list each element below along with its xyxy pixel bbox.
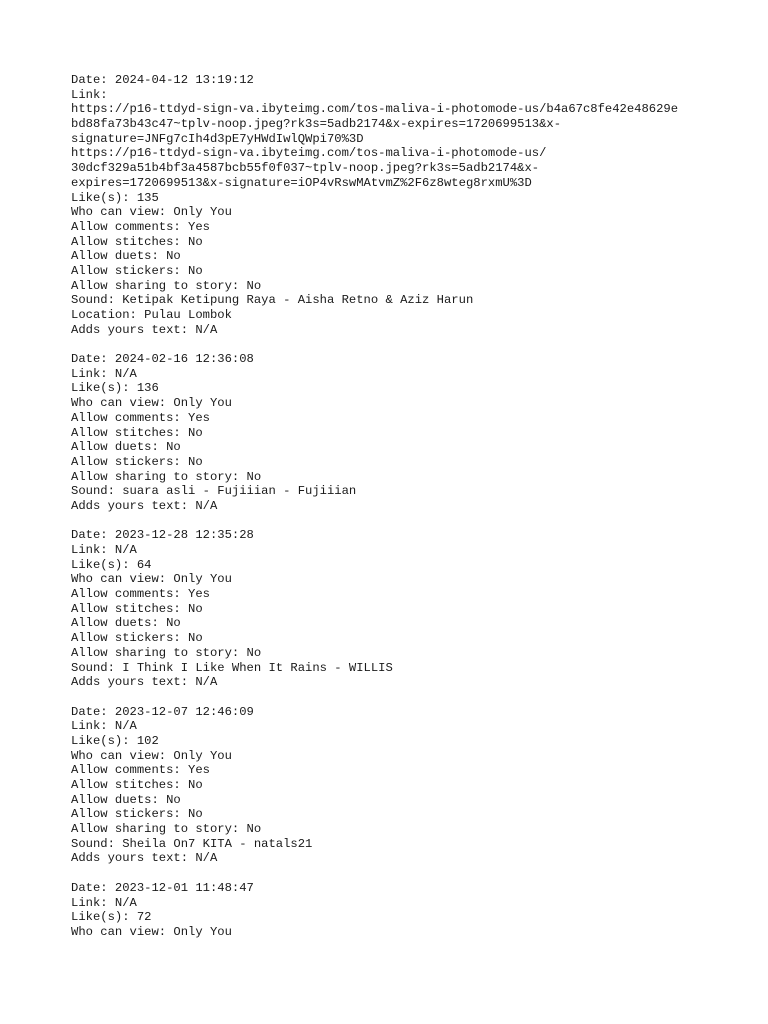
record-line: Like(s): 64 (71, 557, 152, 572)
record-line: Allow stickers: No (71, 454, 203, 469)
record-line: Who can view: Only You (71, 205, 232, 220)
record-line: Who can view: Only You (71, 572, 232, 587)
record-line: Like(s): 135 (71, 190, 159, 205)
record-line: Allow stitches: No (71, 601, 203, 616)
record-line: Link: (71, 87, 108, 102)
record-line: Who can view: Only You (71, 924, 232, 939)
record-line: Allow duets: No (71, 440, 181, 455)
record-line: Date: 2024-02-16 12:36:08 (71, 352, 254, 367)
record-line: Like(s): 136 (71, 381, 159, 396)
record-line: Link: N/A (71, 895, 137, 910)
record-line: Like(s): 102 (71, 733, 159, 748)
record-line: Allow stickers: No (71, 631, 203, 646)
record-line: bd88fa73b43c47~tplv-noop.jpeg?rk3s=5adb2174&x-expires=1720699513&x- (71, 117, 562, 132)
record-line: Allow stitches: No (71, 234, 203, 249)
record-line: Sound: I Think I Like When It Rains - WILLIS (71, 660, 393, 675)
post-record (71, 705, 711, 867)
record-line: Link: N/A (71, 719, 137, 734)
record-line: Allow stickers: No (71, 807, 203, 822)
record-line: Allow stickers: No (71, 263, 203, 278)
record-line: Date: 2023-12-01 11:48:47 (71, 880, 254, 895)
record-line: Link: N/A (71, 366, 137, 381)
post-record (71, 73, 711, 337)
record-line: Adds yours text: N/A (71, 498, 218, 513)
record-line: Adds yours text: N/A (71, 851, 218, 866)
record-line: Allow comments: Yes (71, 587, 210, 602)
record-line: Allow sharing to story: No (71, 278, 262, 293)
record-line: signature=JNFg7cIh4d3pE7yHWdIwlQWpi70%3D (71, 131, 364, 146)
record-line: https://p16-ttdyd-sign-va.ibyteimg.com/tos-maliva-i-photomode-us/ (71, 146, 547, 161)
record-line: Allow sharing to story: No (71, 822, 262, 837)
record-line: Allow duets: No (71, 249, 181, 264)
record-line: Like(s): 72 (71, 910, 152, 925)
record-line: 30dcf329a51b4bf3a4587bcb55f0f037~tplv-noop.jpeg?rk3s=5adb2174&x- (71, 161, 540, 176)
record-line: Allow sharing to story: No (71, 645, 262, 660)
record-line: Sound: Ketipak Ketipung Raya - Aisha Retno & Aziz Harun (71, 293, 474, 308)
record-line: Who can view: Only You (71, 396, 232, 411)
record-line: Sound: Sheila On7 KITA - natals21 (71, 836, 313, 851)
record-line: Sound: suara asli - Fujiiian - Fujiiian (71, 484, 357, 499)
record-line: Date: 2023-12-07 12:46:09 (71, 704, 254, 719)
record-line: Allow stitches: No (71, 778, 203, 792)
record-line: Allow comments: Yes (71, 763, 210, 778)
record-line: Link: N/A (71, 543, 137, 557)
record-line: expires=1720699513&x-signature=iOP4vRswMAtvmZ%2F6z8wteg8rxmU%3D (71, 175, 532, 190)
record-line: Allow sharing to story: No (71, 469, 262, 484)
document-page (71, 73, 711, 940)
post-record (71, 881, 711, 940)
record-line: Allow comments: Yes (71, 410, 210, 425)
record-line: Location: Pulau Lombok (71, 308, 232, 322)
post-record (71, 352, 711, 514)
post-record (71, 528, 711, 690)
record-line: Allow duets: No (71, 792, 181, 807)
record-line: Adds yours text: N/A (71, 322, 218, 337)
record-line: https://p16-ttdyd-sign-va.ibyteimg.com/tos-maliva-i-photomode-us/b4a67c8fe42e48629e (71, 102, 679, 117)
record-line: Adds yours text: N/A (71, 675, 218, 690)
record-line: Allow stitches: No (71, 425, 203, 440)
record-line: Allow duets: No (71, 616, 181, 631)
record-line: Allow comments: Yes (71, 219, 210, 234)
record-line: Date: 2024-04-12 13:19:12 (71, 73, 254, 87)
record-line: Who can view: Only You (71, 748, 232, 763)
record-line: Date: 2023-12-28 12:35:28 (71, 528, 254, 543)
